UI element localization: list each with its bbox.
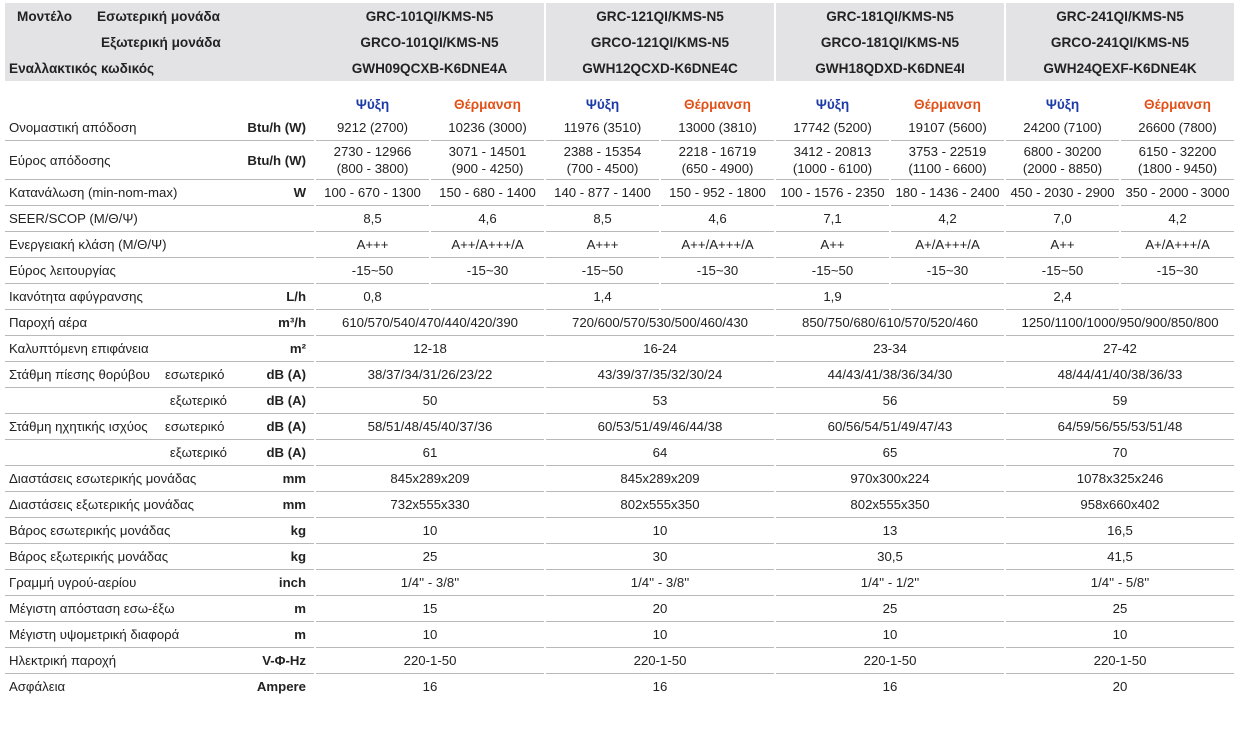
indoor-model-code: GRC-121QI/KMS-N5 <box>545 3 775 29</box>
capacity-range-value <box>660 141 775 180</box>
operating-range-value: -15~30 <box>1120 258 1235 284</box>
alt-model-code: GWH24QEXF-K6DNE4K <box>1005 55 1235 81</box>
power-supply-value: 220-1-50 <box>1005 648 1235 674</box>
max-distance-value: 15 <box>315 596 545 622</box>
sound-power-indoor-label <box>5 414 233 440</box>
outdoor-dimensions-value: 802x555x350 <box>545 492 775 518</box>
indoor-dimensions-label: Διαστάσεις εσωτερικής μονάδας <box>5 466 233 492</box>
outdoor-dimensions-label: Διαστάσεις εξωτερικής μονάδας <box>5 492 233 518</box>
sound-pressure-outdoor-unit: dB (A) <box>233 388 315 414</box>
airflow-value: 610/570/540/470/440/420/390 <box>315 310 545 336</box>
heating-mode-label: Θέρμανση <box>890 89 1005 115</box>
value-line: (1100 - 6600) <box>908 161 987 176</box>
indoor-weight-value: 10 <box>545 518 775 544</box>
airflow-unit: m³/h <box>233 310 315 336</box>
dehumidification-value: 0,8 <box>315 284 430 310</box>
indoor-model-code: GRC-181QI/KMS-N5 <box>775 3 1005 29</box>
max-distance-unit: m <box>233 596 315 622</box>
operating-range-value: -15~50 <box>315 258 430 284</box>
cooling-mode-label: Ψύξη <box>1005 89 1120 115</box>
value-line: (2000 - 8850) <box>1022 161 1103 176</box>
sound-pressure-indoor-value: 43/39/37/35/32/30/24 <box>545 362 775 388</box>
cooling-mode-label: Ψύξη <box>315 89 430 115</box>
coverage-area-row <box>5 336 1235 362</box>
max-height-difference-value: 10 <box>545 622 775 648</box>
seer-scop-row <box>5 206 1235 232</box>
energy-class-value: A+++ <box>545 232 660 258</box>
rated-capacity-label: Ονομαστική απόδοση <box>5 115 233 141</box>
indoor-weight-value: 13 <box>775 518 1005 544</box>
alt-model-code: GWH12QCXD-K6DNE4C <box>545 55 775 81</box>
sound-power-indoor-value: 64/59/56/55/53/51/48 <box>1005 414 1235 440</box>
energy-class-value: A+/A+++/A <box>890 232 1005 258</box>
sound-pressure-outdoor-value: 59 <box>1005 388 1235 414</box>
capacity-range-value <box>1005 141 1120 180</box>
dehumidification-value <box>890 284 1005 310</box>
sound-power-indoor-value: 60/53/51/49/46/44/38 <box>545 414 775 440</box>
outdoor-dimensions-value: 802x555x350 <box>775 492 1005 518</box>
capacity-range-label: Εύρος απόδοσης <box>5 141 233 180</box>
seer-scop-value: 7,0 <box>1005 206 1120 232</box>
power-supply-label: Ηλεκτρική παροχή <box>5 648 233 674</box>
mode-blank <box>5 89 233 115</box>
max-distance-row <box>5 596 1235 622</box>
value-line: 2218 - 16719 <box>678 144 757 159</box>
capacity-range-value <box>545 141 660 180</box>
model-label: Μοντέλο <box>17 8 73 24</box>
fuse-value: 16 <box>315 674 545 700</box>
indoor-dimensions-row <box>5 466 1235 492</box>
sound-pressure-outdoor-label <box>5 388 233 414</box>
value-line: 2388 - 15354 <box>563 144 642 159</box>
value-line: (700 - 4500) <box>566 161 639 176</box>
alt-model-code: GWH09QCXB-K6DNE4A <box>315 55 545 81</box>
capacity-range-value <box>1120 141 1235 180</box>
sound-pressure-indoor-unit: dB (A) <box>233 362 315 388</box>
capacity-range-value <box>315 141 430 180</box>
outdoor-dimensions-value: 732x555x330 <box>315 492 545 518</box>
airflow-row <box>5 310 1235 336</box>
sound-power-indoor-value: 58/51/48/45/40/37/36 <box>315 414 545 440</box>
value-line: (1000 - 6100) <box>792 161 873 176</box>
seer-scop-value: 8,5 <box>545 206 660 232</box>
value-line: 3412 - 20813 <box>793 144 872 159</box>
mode-row <box>5 89 1235 115</box>
fuse-unit: Ampere <box>233 674 315 700</box>
pipe-size-value: 1/4'' - 3/8'' <box>315 570 545 596</box>
indoor-weight-unit: kg <box>233 518 315 544</box>
heating-mode-label: Θέρμανση <box>1120 89 1235 115</box>
outdoor-dimensions-value: 958x660x402 <box>1005 492 1235 518</box>
dehumidification-value <box>660 284 775 310</box>
sound-pressure-outdoor-sub-label: εξωτερικό <box>169 393 227 408</box>
dehumidification-unit: L/h <box>233 284 315 310</box>
rated-capacity-value: 11976 (3510) <box>545 115 660 141</box>
indoor-weight-label: Βάρος εσωτερικής μονάδας <box>5 518 233 544</box>
dehumidification-value: 2,4 <box>1005 284 1120 310</box>
fuse-row <box>5 674 1235 700</box>
outdoor-model-code: GRCO-181QI/KMS-N5 <box>775 29 1005 55</box>
outdoor-model-code: GRCO-121QI/KMS-N5 <box>545 29 775 55</box>
seer-scop-label: SEER/SCOP (Μ/Θ/Ψ) <box>5 206 233 232</box>
seer-scop-value: 4,2 <box>1120 206 1235 232</box>
sound-pressure-indoor-label <box>5 362 233 388</box>
power-consumption-value: 180 - 1436 - 2400 <box>890 180 1005 206</box>
sound-pressure-indoor-row <box>5 362 1235 388</box>
power-supply-value: 220-1-50 <box>545 648 775 674</box>
fuse-value: 20 <box>1005 674 1235 700</box>
outdoor-unit-label: Εξωτερική μονάδα <box>5 29 315 55</box>
outdoor-weight-unit: kg <box>233 544 315 570</box>
value-line: (900 - 4250) <box>451 161 524 176</box>
operating-range-value: -15~50 <box>545 258 660 284</box>
power-supply-row <box>5 648 1235 674</box>
max-distance-value: 25 <box>775 596 1005 622</box>
header-row-indoor <box>5 3 1235 29</box>
operating-range-label: Εύρος λειτουργίας <box>5 258 233 284</box>
pipe-size-value: 1/4'' - 1/2'' <box>775 570 1005 596</box>
spacer-row <box>5 81 1235 89</box>
value-line: 6150 - 32200 <box>1138 144 1217 159</box>
rated-capacity-value: 17742 (5200) <box>775 115 890 141</box>
capacity-range-unit: Btu/h (W) <box>233 141 315 180</box>
sound-pressure-indoor-value: 48/44/41/40/38/36/33 <box>1005 362 1235 388</box>
pipe-size-unit: inch <box>233 570 315 596</box>
operating-range-value: -15~30 <box>660 258 775 284</box>
seer-scop-value: 8,5 <box>315 206 430 232</box>
alt-code-label: Εναλλακτικός κωδικός <box>5 55 315 81</box>
coverage-area-label: Καλυπτόμενη επιφάνεια <box>5 336 233 362</box>
dehumidification-value <box>430 284 545 310</box>
airflow-value: 850/750/680/610/570/520/460 <box>775 310 1005 336</box>
energy-class-row <box>5 232 1235 258</box>
outdoor-weight-value: 41,5 <box>1005 544 1235 570</box>
header-row-alt-code <box>5 55 1235 81</box>
seer-scop-value: 7,1 <box>775 206 890 232</box>
power-supply-value: 220-1-50 <box>315 648 545 674</box>
sound-power-indoor-label-text: Στάθμη ηχητικής ισχύος <box>9 419 148 434</box>
operating-range-unit <box>233 258 315 284</box>
energy-class-unit <box>233 232 315 258</box>
rated-capacity-value: 10236 (3000) <box>430 115 545 141</box>
outdoor-weight-value: 30 <box>545 544 775 570</box>
coverage-area-value: 12-18 <box>315 336 545 362</box>
power-consumption-label: Κατανάλωση (min-nom-max) <box>5 180 233 206</box>
airflow-value: 720/600/570/530/500/460/430 <box>545 310 775 336</box>
specifications-table <box>5 3 1236 699</box>
outdoor-weight-row <box>5 544 1235 570</box>
value-line: 6800 - 30200 <box>1023 144 1102 159</box>
indoor-model-code: GRC-101QI/KMS-N5 <box>315 3 545 29</box>
rated-capacity-value: 24200 (7100) <box>1005 115 1120 141</box>
sound-pressure-indoor-sub-label: εσωτερικό <box>165 367 225 382</box>
indoor-dimensions-unit: mm <box>233 466 315 492</box>
power-supply-unit: V-Φ-Hz <box>233 648 315 674</box>
sound-power-outdoor-label <box>5 440 233 466</box>
power-consumption-unit: W <box>233 180 315 206</box>
sound-power-indoor-unit: dB (A) <box>233 414 315 440</box>
max-height-difference-value: 10 <box>315 622 545 648</box>
rated-capacity-row <box>5 115 1235 141</box>
indoor-model-code: GRC-241QI/KMS-N5 <box>1005 3 1235 29</box>
outdoor-dimensions-row <box>5 492 1235 518</box>
coverage-area-value: 27-42 <box>1005 336 1235 362</box>
operating-range-value: -15~50 <box>1005 258 1120 284</box>
coverage-area-value: 16-24 <box>545 336 775 362</box>
operating-range-value: -15~30 <box>890 258 1005 284</box>
sound-power-indoor-value: 60/56/54/51/49/47/43 <box>775 414 1005 440</box>
sound-power-indoor-row <box>5 414 1235 440</box>
operating-range-row <box>5 258 1235 284</box>
rated-capacity-unit: Btu/h (W) <box>233 115 315 141</box>
sound-power-outdoor-value: 61 <box>315 440 545 466</box>
power-consumption-value: 150 - 952 - 1800 <box>660 180 775 206</box>
cooling-mode-label: Ψύξη <box>545 89 660 115</box>
alt-model-code: GWH18QDXD-K6DNE4I <box>775 55 1005 81</box>
indoor-dimensions-value: 1078x325x246 <box>1005 466 1235 492</box>
energy-class-label: Ενεργειακή κλάση (Μ/Θ/Ψ) <box>5 232 233 258</box>
airflow-label: Παροχή αέρα <box>5 310 233 336</box>
outdoor-model-code: GRCO-241QI/KMS-N5 <box>1005 29 1235 55</box>
power-consumption-value: 150 - 680 - 1400 <box>430 180 545 206</box>
max-height-difference-label: Μέγιστη υψομετρική διαφορά <box>5 622 233 648</box>
heating-mode-label: Θέρμανση <box>430 89 545 115</box>
dehumidification-value <box>1120 284 1235 310</box>
capacity-range-value <box>890 141 1005 180</box>
max-height-difference-value: 10 <box>1005 622 1235 648</box>
energy-class-value: A+++ <box>315 232 430 258</box>
indoor-dimensions-value: 845x289x209 <box>315 466 545 492</box>
fuse-value: 16 <box>775 674 1005 700</box>
sound-pressure-indoor-value: 44/43/41/38/36/34/30 <box>775 362 1005 388</box>
fuse-label: Ασφάλεια <box>9 679 66 694</box>
outdoor-weight-value: 25 <box>315 544 545 570</box>
sound-pressure-indoor-label-text: Στάθμη πίεσης θορύβου <box>9 367 151 382</box>
coverage-area-value: 23-34 <box>775 336 1005 362</box>
sound-power-outdoor-sub-label: εξωτερικό <box>169 445 227 460</box>
sound-pressure-outdoor-value: 50 <box>315 388 545 414</box>
spacer <box>5 81 1235 89</box>
power-consumption-value: 350 - 2000 - 3000 <box>1120 180 1235 206</box>
sound-power-outdoor-value: 65 <box>775 440 1005 466</box>
sound-pressure-outdoor-value: 53 <box>545 388 775 414</box>
rated-capacity-value: 13000 (3810) <box>660 115 775 141</box>
energy-class-value: A++/A+++/A <box>660 232 775 258</box>
indoor-dimensions-value: 845x289x209 <box>545 466 775 492</box>
max-height-difference-unit: m <box>233 622 315 648</box>
airflow-value: 1250/1100/1000/950/900/850/800 <box>1005 310 1235 336</box>
value-line: 2730 - 12966 <box>333 144 412 159</box>
indoor-dimensions-value: 970x300x224 <box>775 466 1005 492</box>
dehumidification-value: 1,9 <box>775 284 890 310</box>
energy-class-value: A++/A+++/A <box>430 232 545 258</box>
pipe-size-label: Γραμμή υγρού-αερίου <box>5 570 233 596</box>
heating-mode-label: Θέρμανση <box>660 89 775 115</box>
max-height-difference-value: 10 <box>775 622 1005 648</box>
capacity-range-value <box>430 141 545 180</box>
sound-pressure-outdoor-value: 56 <box>775 388 1005 414</box>
max-distance-label: Μέγιστη απόσταση εσω-έξω <box>5 596 233 622</box>
operating-range-value: -15~50 <box>775 258 890 284</box>
rated-capacity-value: 26600 (7800) <box>1120 115 1235 141</box>
energy-class-value: A++ <box>775 232 890 258</box>
pipe-size-row <box>5 570 1235 596</box>
indoor-weight-value: 10 <box>315 518 545 544</box>
value-line: (800 - 3800) <box>336 161 409 176</box>
sound-pressure-outdoor-row <box>5 388 1235 414</box>
pipe-size-value: 1/4'' - 3/8'' <box>545 570 775 596</box>
indoor-weight-value: 16,5 <box>1005 518 1235 544</box>
coverage-area-unit: m² <box>233 336 315 362</box>
outdoor-dimensions-unit: mm <box>233 492 315 518</box>
capacity-range-value <box>775 141 890 180</box>
outdoor-weight-label: Βάρος εξωτερικής μονάδας <box>5 544 233 570</box>
indoor-weight-row <box>5 518 1235 544</box>
power-supply-value: 220-1-50 <box>775 648 1005 674</box>
power-consumption-value: 100 - 1576 - 2350 <box>775 180 890 206</box>
energy-class-value: A+/A+++/A <box>1120 232 1235 258</box>
dehumidification-value: 1,4 <box>545 284 660 310</box>
rated-capacity-value: 9212 (2700) <box>315 115 430 141</box>
pipe-size-value: 1/4'' - 5/8'' <box>1005 570 1235 596</box>
outdoor-model-code: GRCO-101QI/KMS-N5 <box>315 29 545 55</box>
max-distance-value: 25 <box>1005 596 1235 622</box>
indoor-unit-label: Εσωτερική μονάδα <box>97 8 220 24</box>
power-consumption-row <box>5 180 1235 206</box>
sound-power-outdoor-row <box>5 440 1235 466</box>
seer-scop-value: 4,6 <box>430 206 545 232</box>
sound-power-outdoor-value: 64 <box>545 440 775 466</box>
sound-power-outdoor-unit: dB (A) <box>233 440 315 466</box>
header-model-indoor-label <box>5 3 315 29</box>
max-height-difference-row <box>5 622 1235 648</box>
mode-blank-unit <box>233 89 315 115</box>
sound-power-indoor-sub-label: εσωτερικό <box>165 419 225 434</box>
dehumidification-row <box>5 284 1235 310</box>
power-consumption-value: 100 - 670 - 1300 <box>315 180 430 206</box>
power-consumption-value: 140 - 877 - 1400 <box>545 180 660 206</box>
operating-range-value: -15~30 <box>430 258 545 284</box>
sound-power-outdoor-value: 70 <box>1005 440 1235 466</box>
dehumidification-label: Ικανότητα αφύγρανσης <box>5 284 233 310</box>
sound-pressure-indoor-value: 38/37/34/31/26/23/22 <box>315 362 545 388</box>
cooling-mode-label: Ψύξη <box>775 89 890 115</box>
value-line: 3071 - 14501 <box>448 144 527 159</box>
seer-scop-value: 4,6 <box>660 206 775 232</box>
outdoor-weight-value: 30,5 <box>775 544 1005 570</box>
value-line: (650 - 4900) <box>681 161 754 176</box>
seer-scop-unit <box>233 206 315 232</box>
value-line: (1800 - 9450) <box>1137 161 1218 176</box>
power-consumption-value: 450 - 2030 - 2900 <box>1005 180 1120 206</box>
capacity-range-row <box>5 141 1235 180</box>
seer-scop-value: 4,2 <box>890 206 1005 232</box>
value-line: 3753 - 22519 <box>908 144 987 159</box>
header-row-outdoor <box>5 29 1235 55</box>
max-distance-value: 20 <box>545 596 775 622</box>
energy-class-value: A++ <box>1005 232 1120 258</box>
fuse-value: 16 <box>545 674 775 700</box>
rated-capacity-value: 19107 (5600) <box>890 115 1005 141</box>
